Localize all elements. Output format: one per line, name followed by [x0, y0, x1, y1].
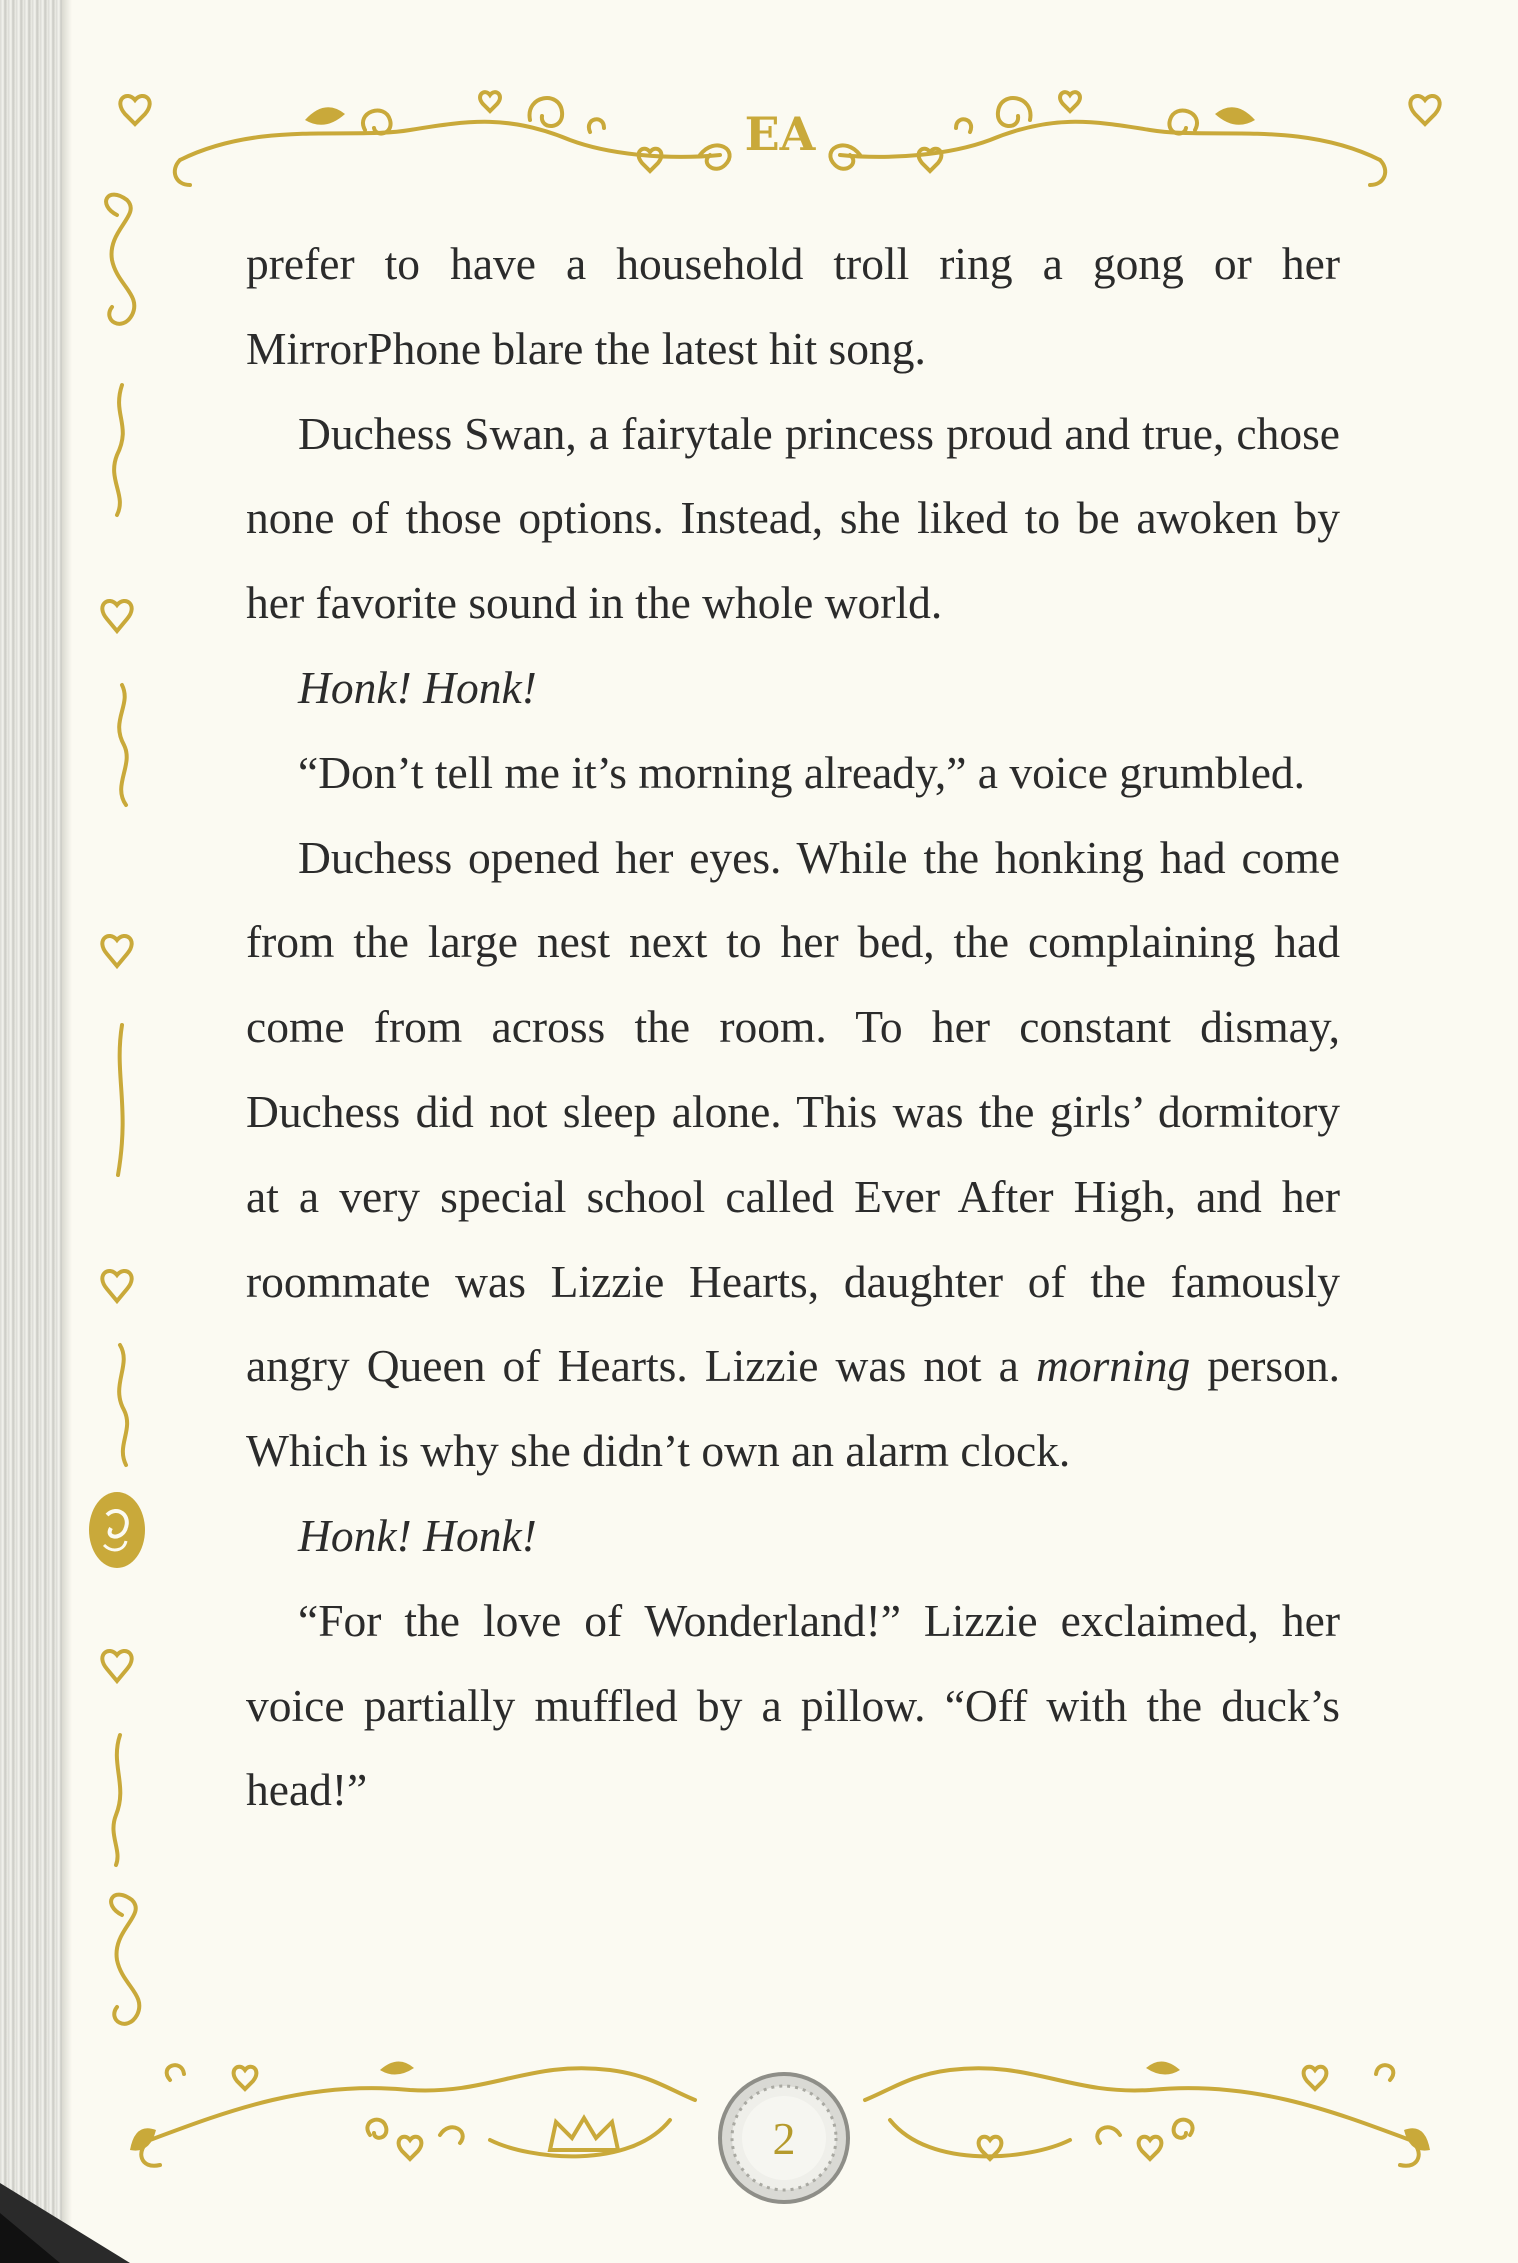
paragraph — [246, 1494, 1340, 1579]
heart-icon — [102, 936, 131, 966]
text-segment: “Don’t tell me it’s morning already,” a voice grumbled. — [298, 746, 1306, 798]
text-segment: “For the love of Wonderland!” Lizzie exclaimed, her voice partially muffled by a pillow. “Off with the duck’s head!” — [246, 1594, 1340, 1816]
text-segment: prefer to have a household troll ring a gong or her MirrorPhone blare the latest hit song. — [246, 238, 1340, 374]
heart-icon — [1060, 92, 1080, 111]
paragraph — [246, 816, 1340, 1494]
heart-icon — [234, 2067, 257, 2089]
text-segment: Duchess opened her eyes. While the honking had come from the large nest next to her bed, the complaining had come from across the room. To her constant dismay, Duchess did not sleep alone. This was the girls’ dormitory at a very special school called Ever After High, and her roommate was Lizzie Hearts, daughter of the famously angry Queen of Hearts. Lizzie was not a — [246, 831, 1340, 1392]
heart-icon — [480, 92, 500, 111]
leaf-icon — [380, 2061, 414, 2074]
leaf-icon — [130, 2128, 156, 2150]
heart-icon — [1304, 2067, 1327, 2089]
paragraph — [246, 222, 1340, 392]
leaf-icon — [1215, 107, 1255, 125]
text-segment: Duchess Swan, a fairytale princess proud and true, chose none of those options. Instead, she liked to be awoken by her favorite sound in the whole world. — [246, 407, 1340, 629]
body-text — [246, 222, 1340, 1833]
heart-icon — [102, 1271, 131, 1301]
left-ornament — [82, 195, 152, 2075]
italic-text: Honk! Honk! — [298, 661, 537, 713]
monogram: EA — [744, 107, 816, 161]
paragraph — [246, 731, 1340, 816]
paragraph — [246, 1579, 1340, 1833]
cameo-icon — [89, 1492, 145, 1568]
page-edge — [0, 0, 62, 2263]
crown-icon — [550, 2118, 618, 2150]
page-number: 2 — [772, 2112, 796, 2164]
italic-text: morning — [1035, 1340, 1191, 1392]
text-segment: person. Which is why she didn’t own an alarm clock. — [246, 1340, 1340, 1477]
heart-icon — [639, 149, 662, 171]
heart-icon — [1410, 96, 1439, 124]
italic-text: Honk! Honk! — [298, 1509, 537, 1561]
heart-icon — [120, 96, 149, 124]
heart-icon — [102, 1651, 131, 1681]
heart-icon — [1139, 2137, 1162, 2159]
paragraph — [246, 392, 1340, 646]
page-number-badge — [712, 2068, 856, 2208]
paragraph — [246, 646, 1340, 731]
leaf-icon — [1404, 2128, 1430, 2150]
heart-icon — [102, 601, 131, 631]
leaf-icon — [1146, 2061, 1180, 2074]
leaf-icon — [305, 107, 345, 125]
top-ornament — [110, 60, 1450, 210]
page-edge-shadow — [62, 0, 72, 2263]
heart-icon — [399, 2137, 422, 2159]
